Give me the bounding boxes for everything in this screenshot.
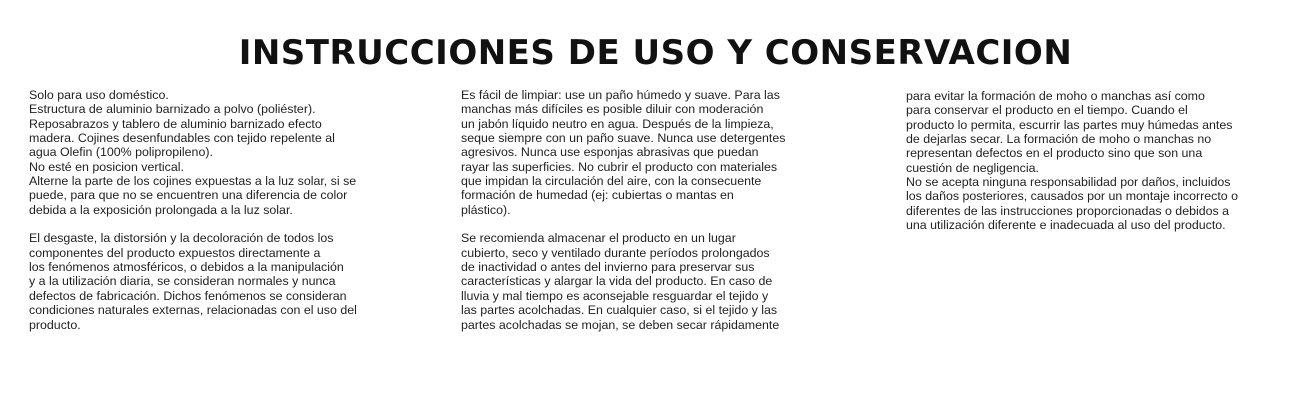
text-line: Es fácil de limpiar: use un paño húmedo y suave. Para las [461, 88, 780, 102]
text-line: de dejarlas secar. La formación de moho o manchas no [906, 132, 1212, 147]
text-line: los fenómenos atmosféricos, o debidos a la manipulación [29, 260, 344, 275]
text-line: producto lo permita, escurrir las partes muy húmedas antes [906, 117, 1233, 132]
text-line: características y alargar la vida del producto. En caso de [461, 274, 773, 289]
text-line: las partes acolchadas. En cualquier caso, si el tejido y las [461, 303, 778, 318]
text-line: una utilización diferente e inadecuada al uso del producto. [906, 218, 1226, 233]
text-line: El desgaste, la distorsión y la decoloración de todos los [29, 231, 334, 246]
text-line: para conservar el producto en el tiempo. Cuando el [906, 103, 1188, 118]
text-column-3 [906, 89, 1238, 232]
text-line: Se recomienda almacenar el producto en un lugar [461, 231, 736, 246]
text-line: defectos de fabricación. Dichos fenómenos se consideran [29, 288, 347, 303]
text-line: formación de humedad (ej: cubiertas o mantas en [461, 188, 734, 203]
text-line: rayar las superficies. No cubrir el producto con materiales [461, 159, 778, 174]
text-line: producto. [29, 317, 81, 332]
text-line: cubierto, seco y ventilado durante períodos prolongados [461, 245, 770, 260]
text-line: manchas más difíciles es posible diluir con moderación [461, 102, 764, 117]
text-line: representan defectos en el producto sino que son una [906, 146, 1203, 161]
text-line: No se acepta ninguna responsabilidad por daños, incluidos [906, 175, 1231, 190]
text-line: agua Olefin (100% polipropileno). [29, 145, 213, 160]
text-line: Reposabrazos y tablero de aluminio barnizado efecto [29, 116, 322, 131]
text-line: para evitar la formación de moho o manchas así como [906, 89, 1205, 103]
text-line: puede, para que no se encuentren una diferencia de color [29, 188, 348, 203]
text-line: madera. Cojines desenfundables con tejido repelente al [29, 131, 335, 146]
text-line: de inactividad o antes del invierno para preservar sus [461, 260, 755, 275]
text-column-2 [461, 88, 785, 332]
text-line: debida a la exposición prolongada a la luz solar. [29, 202, 293, 217]
text-line: condiciones naturales externas, relacionadas con el uso del [29, 303, 357, 318]
text-line: diferentes de las instrucciones proporcionadas o debidos a [906, 203, 1230, 218]
text-line: agresivos. Nunca use esponjas abrasivas que puedan [461, 145, 759, 160]
text-line: plástico). [461, 202, 511, 217]
text-line: cuestión de negligencia. [906, 160, 1039, 175]
text-line: y a la utilización diaria, se consideran normales y nunca [29, 274, 336, 289]
text-line: componentes del producto expuestos directamente a [29, 245, 321, 260]
text-line: un jabón líquido neutro en agua. Después de la limpieza, [461, 116, 774, 131]
text-line: los daños posteriores, causados por un montaje incorrecto o [906, 189, 1238, 204]
paragraph-gap [29, 217, 357, 231]
text-line: Estructura de aluminio barnizado a polvo (poliéster). [29, 102, 316, 117]
text-line: No esté en posicion vertical. [29, 159, 184, 174]
text-column-1 [29, 88, 357, 332]
text-line: Alterne la parte de los cojines expuestas a la luz solar, si se [29, 174, 357, 189]
paragraph-gap [461, 217, 785, 231]
page-title: INSTRUCCIONES DE USO Y CONSERVACION [238, 33, 1073, 73]
text-line: que impidan la circulación del aire, con la consecuente [461, 174, 762, 189]
text-line: partes acolchadas se mojan, se deben secar rápidamente [461, 317, 780, 332]
text-line: seque siempre con un paño suave. Nunca use detergentes [461, 131, 786, 146]
text-line: Solo para uso doméstico. [29, 88, 169, 102]
text-line: lluvia y mal tiempo es aconsejable resguardar el tejido y [461, 288, 769, 303]
